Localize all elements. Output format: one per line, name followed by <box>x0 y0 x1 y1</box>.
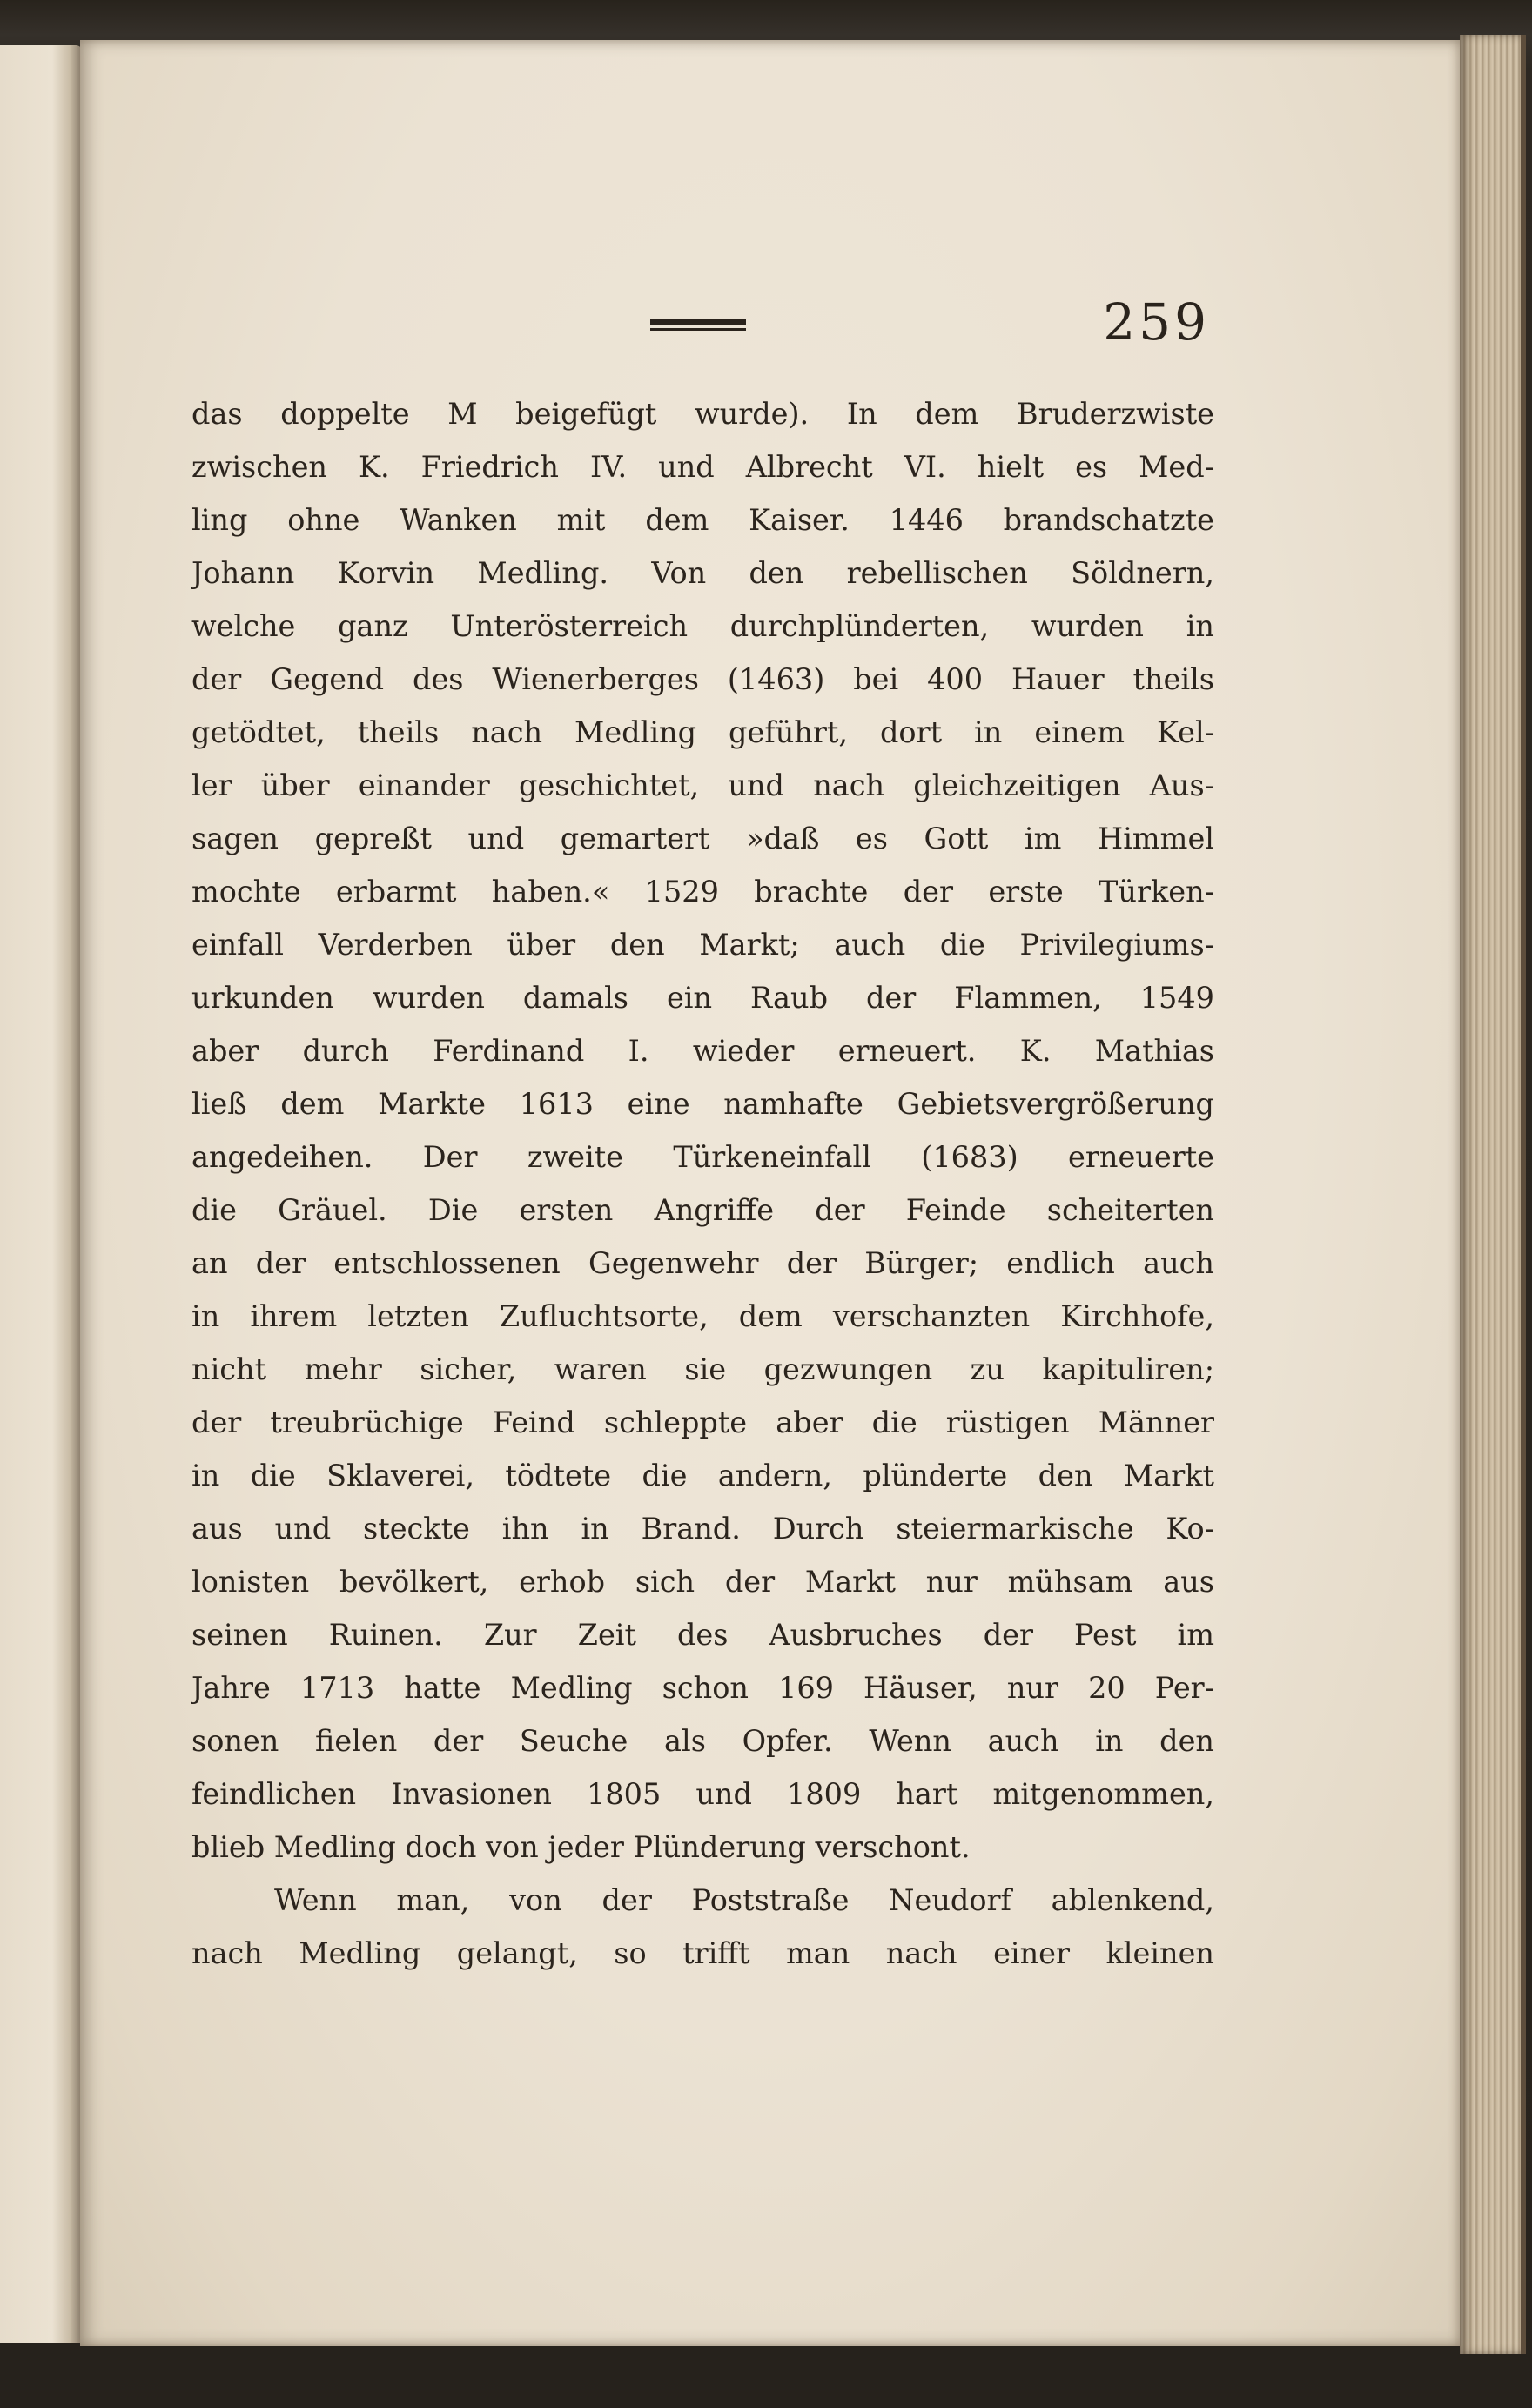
text-line: das doppelte M beigefügt wurde). In dem Bruderzwiste <box>192 397 1214 431</box>
text-line: seinen Ruinen. Zur Zeit des Ausbruches der Pest im <box>192 1618 1214 1652</box>
text-line: nicht mehr sicher, waren sie gezwungen zu kapituliren; <box>192 1352 1214 1386</box>
left-page-edge <box>0 45 83 2343</box>
page-number: 259 <box>1103 292 1210 352</box>
text-line: welche ganz Unterösterreich durchplünderten, wurden in <box>192 609 1214 643</box>
text-line: ler über einander geschichtet, und nach gleichzeitigen Aus- <box>192 768 1214 802</box>
text-line: in ihrem letzten Zufluchtsorte, dem verschanzten Kirchhofe, <box>192 1299 1214 1333</box>
text-line: Johann Korvin Medling. Von den rebellischen Söldnern, <box>192 556 1214 590</box>
text-line: sagen gepreßt und gemartert »daß es Gott im Himmel <box>192 822 1214 855</box>
text-line-paragraph-start: Wenn man, von der Poststraße Neudorf ablenkend, <box>274 1883 1214 1917</box>
header-rule-thick <box>650 319 746 325</box>
text-line: aus und steckte ihn in Brand. Durch steiermarkische Ko- <box>192 1512 1214 1546</box>
text-line: ling ohne Wanken mit dem Kaiser. 1446 brandschatzte <box>192 503 1214 537</box>
text-line: aber durch Ferdinand I. wieder erneuert. K. Mathias <box>192 1034 1214 1068</box>
text-line: lonisten bevölkert, erhob sich der Markt nur mühsam aus <box>192 1565 1214 1599</box>
text-line: feindlichen Invasionen 1805 und 1809 hart mitgenommen, <box>192 1777 1214 1811</box>
text-line: die Gräuel. Die ersten Angriffe der Feinde scheiterten <box>192 1193 1214 1227</box>
text-line: getödtet, theils nach Medling geführt, dort in einem Kel- <box>192 715 1214 749</box>
page-stack-edge <box>1460 35 1526 2354</box>
text-line: urkunden wurden damals ein Raub der Flammen, 1549 <box>192 981 1214 1015</box>
text-line: nach Medling gelangt, so trifft man nach einer kleinen <box>192 1936 1214 1970</box>
text-line: der Gegend des Wienerberges (1463) bei 400 Hauer theils <box>192 662 1214 696</box>
text-line: einfall Verderben über den Markt; auch die Privilegiums- <box>192 928 1214 962</box>
text-line: der treubrüchige Feind schleppte aber die rüstigen Männer <box>192 1405 1214 1439</box>
text-line: ließ dem Markte 1613 eine namhafte Gebietsvergrößerung <box>192 1087 1214 1121</box>
text-line: blieb Medling doch von jeder Plünderung verschont. <box>192 1830 971 1864</box>
text-line: Jahre 1713 hatte Medling schon 169 Häuser, nur 20 Per- <box>192 1671 1214 1705</box>
text-line: mochte erbarmt haben.« 1529 brachte der erste Türken- <box>192 875 1214 909</box>
text-line: an der entschlossenen Gegenwehr der Bürger; endlich auch <box>192 1246 1214 1280</box>
text-line: in die Sklaverei, tödtete die andern, plünderte den Markt <box>192 1459 1214 1492</box>
text-line: zwischen K. Friedrich IV. und Albrecht VI. hielt es Med- <box>192 450 1214 484</box>
text-line: angedeihen. Der zweite Türkeneinfall (1683) erneuerte <box>192 1140 1214 1174</box>
header-rule-thin <box>650 328 746 331</box>
body-text <box>192 387 1214 1980</box>
header-rule <box>650 317 746 332</box>
text-line: sonen fielen der Seuche als Opfer. Wenn auch in den <box>192 1724 1214 1758</box>
